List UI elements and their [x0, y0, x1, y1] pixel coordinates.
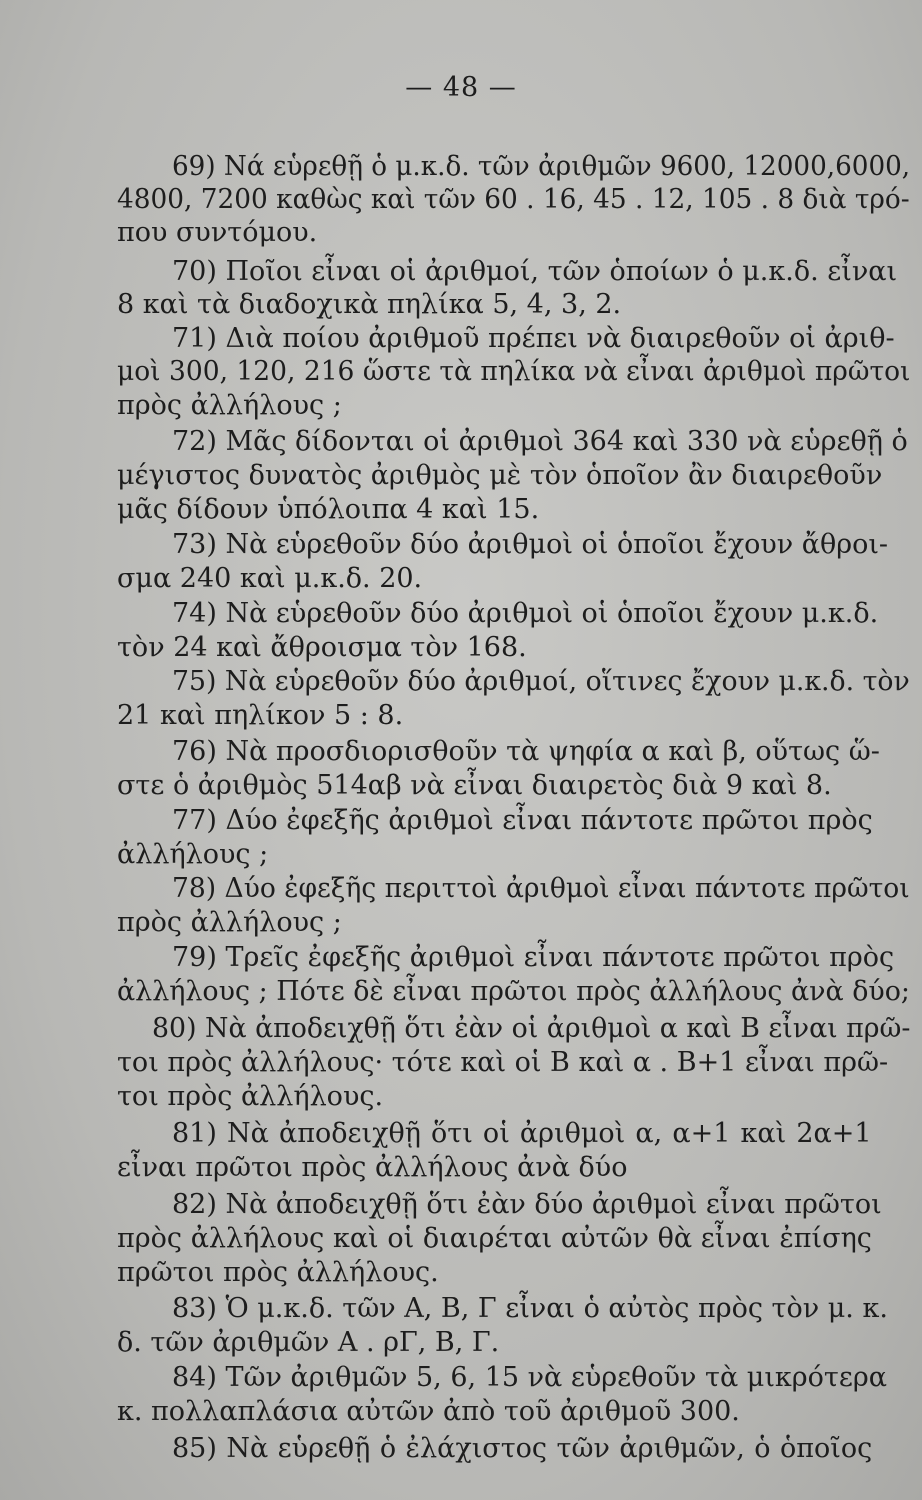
text-line: τὸν 24 καὶ ἄθροισμα τὸν 168. [117, 632, 527, 663]
text-line: σμα 240 καὶ μ.κ.δ. 20. [117, 563, 423, 594]
text-line: πρὸς ἀλλήλους ; [117, 907, 342, 938]
text-line: 73) Νὰ εὑρεθοῦν δύο ἀριθμοὶ οἱ ὁποῖοι ἔχουν ἄθροι- [172, 529, 889, 560]
text-line: 77) Δύο ἐφεξῆς ἀριθμοὶ εἶναι πάντοτε πρῶτοι πρὸς [172, 805, 873, 836]
text-line: 75) Νὰ εὑρεθοῦν δύο ἀριθμοί, οἵτινες ἔχουν μ.κ.δ. τὸν [172, 666, 910, 697]
text-line: που συντόμου. [117, 217, 318, 248]
text-line: μᾶς δίδουν ὑπόλοιπα 4 καὶ 15. [117, 494, 540, 525]
text-line: 71) Διὰ ποίου ἀριθμοῦ πρέπει νὰ διαιρεθοῦν οἱ ἀριθ- [172, 323, 895, 354]
text-line: ἀλλήλους ; [117, 839, 269, 870]
text-line: κ. πολλαπλάσια αὐτῶν ἀπὸ τοῦ ἀριθμοῦ 300. [117, 1396, 740, 1427]
text-line: μοὶ 300, 120, 216 ὥστε τὰ πηλίκα νὰ εἶναι ἀριθμοὶ πρῶτοι [117, 356, 911, 387]
text-line: στε ὁ ἀριθμὸς 514αβ νὰ εἶναι διαιρετὸς διὰ 9 καὶ 8. [117, 770, 832, 801]
text-line: δ. τῶν ἀριθμῶν Α . ρΓ, Β, Γ. [117, 1327, 500, 1358]
text-line: 69) Νά εὑρεθῇ ὁ μ.κ.δ. τῶν ἀριθμῶν 9600, 12000,6000, [172, 151, 911, 182]
text-line: τοι πρὸς ἀλλήλους. [117, 1081, 384, 1112]
text-line: 84) Τῶν ἀριθμῶν 5, 6, 15 νὰ εὑρεθοῦν τὰ μικρότερα [172, 1362, 887, 1393]
text-line: 80) Νὰ ἀποδειχθῇ ὅτι ἐὰν οἱ ἀριθμοὶ α καὶ Β εἶναι πρῶ- [152, 1013, 911, 1044]
text-line: 83) Ὁ μ.κ.δ. τῶν Α, Β, Γ εἶναι ὁ αὐτὸς πρὸς τὸν μ. κ. [172, 1293, 888, 1324]
text-line: 82) Νὰ ἀποδειχθῇ ὅτι ἐὰν δύο ἀριθμοὶ εἶναι πρῶτοι [172, 1189, 882, 1220]
text-line: πρῶτοι πρὸς ἀλλήλους. [117, 1257, 439, 1288]
text-line: 74) Νὰ εὑρεθοῦν δύο ἀριθμοὶ οἱ ὁποῖοι ἔχουν μ.κ.δ. [172, 598, 879, 629]
text-line: τοι πρὸς ἀλλήλους· τότε καὶ οἱ Β καὶ α . Β+1 εἶναι πρῶ- [117, 1047, 889, 1078]
text-line: 76) Νὰ προσδιορισθοῦν τὰ ψηφία α καὶ β, οὕτως ὥ- [172, 736, 880, 767]
text-line: πρὸς ἀλλήλους ; [117, 390, 342, 421]
text-line: μέγιστος δυνατὸς ἀριθμὸς μὲ τὸν ὁποῖον ἂν διαιρεθοῦν [117, 460, 883, 491]
text-line: πρὸς ἀλλήλους καὶ οἱ διαιρέται αὐτῶν θὰ εἶναι ἐπίσης [117, 1223, 872, 1254]
text-line: εἶναι πρῶτοι πρὸς ἀλλήλους ἀνὰ δύο [117, 1152, 628, 1183]
text-line: 85) Νὰ εὑρεθῇ ὁ ἐλάχιστος τῶν ἀριθμῶν, ὁ ὁποῖος [172, 1433, 873, 1464]
text-line: ἀλλήλους ; Πότε δὲ εἶναι πρῶτοι πρὸς ἀλλήλους ἀνὰ δύο; [117, 976, 910, 1007]
text-line: 8 καὶ τὰ διαδοχικὰ πηλίκα 5, 4, 3, 2. [117, 289, 622, 320]
text-line: 4800, 7200 καθὼς καὶ τῶν 60 . 16, 45 . 12, 105 . 8 διὰ τρό- [117, 184, 910, 215]
text-line: 79) Τρεῖς ἐφεξῆς ἀριθμοὶ εἶναι πάντοτε πρῶτοι πρὸς [172, 942, 895, 973]
text-line: 72) Μᾶς δίδονται οἱ ἀριθμοὶ 364 καὶ 330 νὰ εὑρεθῇ ὁ [172, 426, 908, 457]
text-line: 81) Νὰ ἀποδειχθῇ ὅτι οἱ ἀριθμοὶ α, α+1 καὶ 2α+1 [172, 1118, 872, 1149]
page-number: — 48 — [405, 72, 517, 103]
text-line: 78) Δύο ἐφεξῆς περιττοὶ ἀριθμοὶ εἶναι πάντοτε πρῶτοι [172, 873, 910, 904]
text-line: 21 καὶ πηλίκον 5 : 8. [117, 700, 404, 731]
text-line: 70) Ποῖοι εἶναι οἱ ἀριθμοί, τῶν ὁποίων ὁ μ.κ.δ. εἶναι [172, 256, 898, 287]
